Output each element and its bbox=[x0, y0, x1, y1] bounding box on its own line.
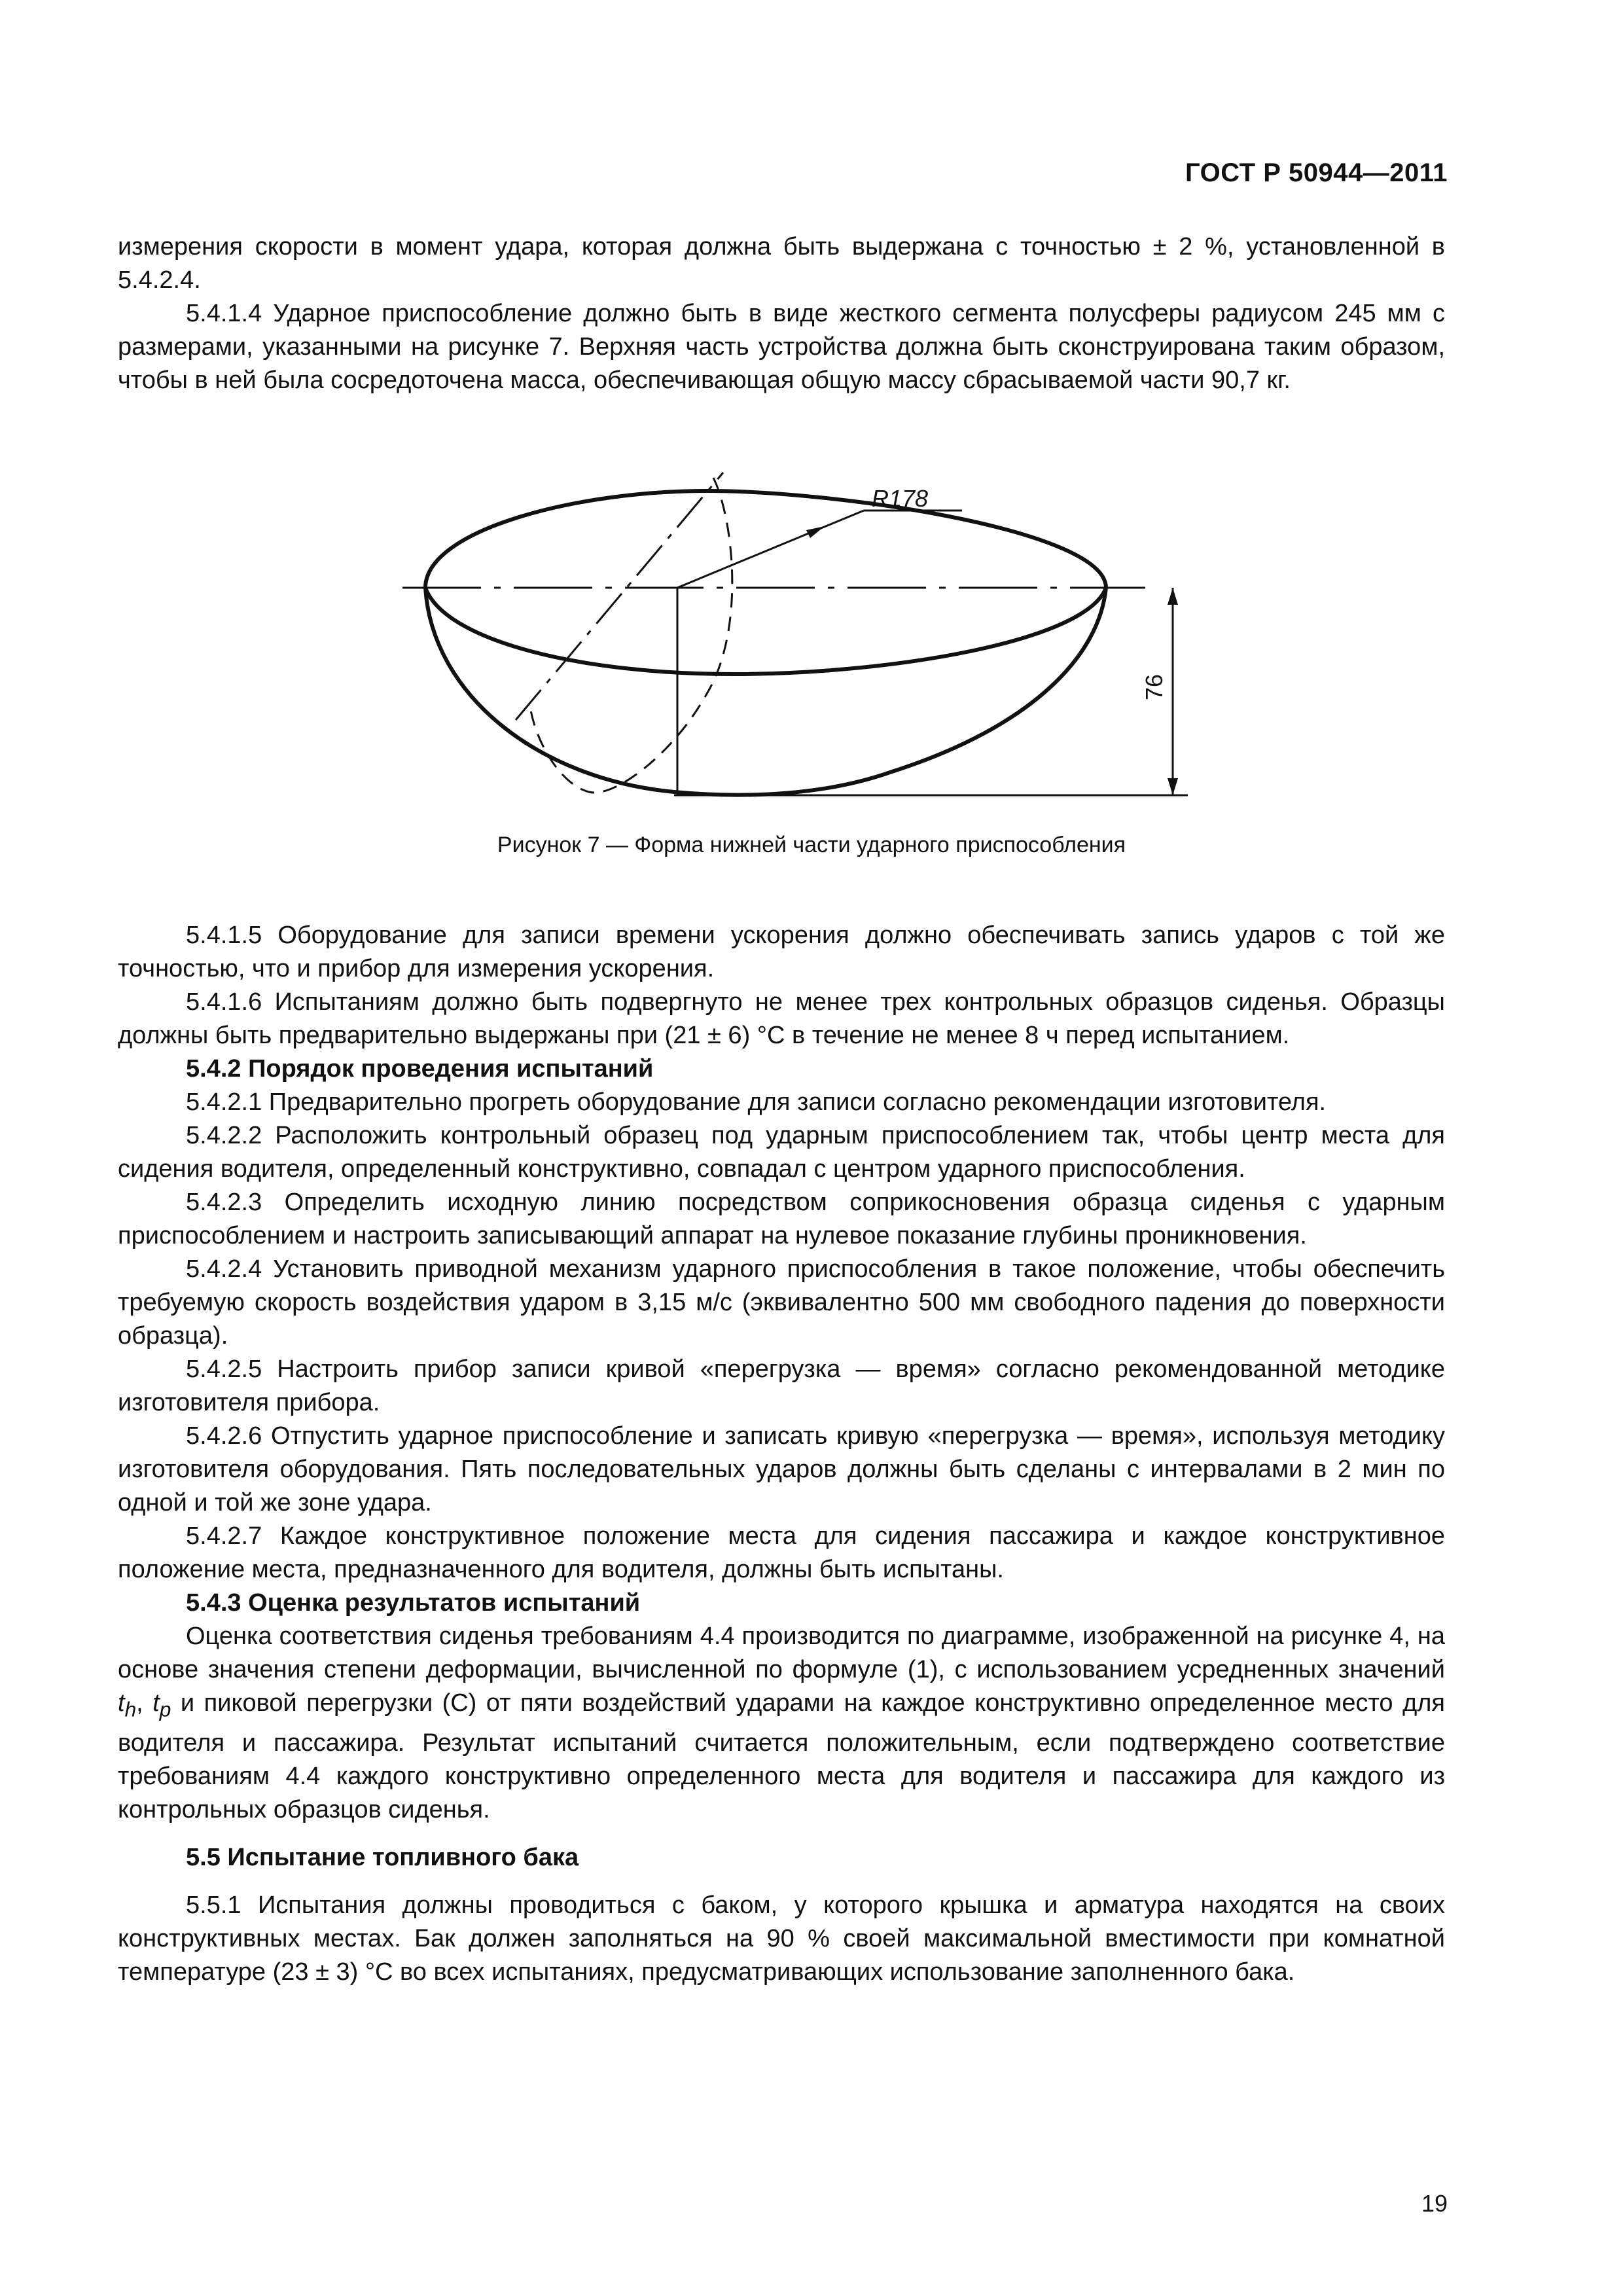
text-block-main bbox=[118, 919, 1445, 1989]
symbol-tp-subscript: p bbox=[159, 1697, 171, 1721]
paragraph-5-4-2-3: 5.4.2.3 Определить исходную линию посредством соприкосновения образца сиденья с ударным приспособлением и настроить записывающий аппарат на нулевое показание глубины проникновения. bbox=[118, 1189, 1445, 1249]
dim-arrow-bottom bbox=[1168, 778, 1178, 795]
paragraph-5-4-2-7: 5.4.2.7 Каждое конструктивное положение места для сидения пассажира и каждое конструктивное положение места, предназначенного для водителя, должны быть испытаны. bbox=[118, 1522, 1445, 1583]
meridian-curve bbox=[530, 478, 732, 793]
paragraph-5-4-2-4: 5.4.2.4 Установить приводной механизм ударного приспособления в такое положение, чтобы обеспечить требуемую скорость воздействия ударом в 3,15 м/с (эквивалентно 500 мм свободного падения до поверхности образца). bbox=[118, 1255, 1445, 1350]
height-label: 76 bbox=[1141, 673, 1168, 700]
radius-arrowhead bbox=[806, 526, 825, 538]
figure-caption: Рисунок 7 — Форма нижней части ударного приспособления bbox=[497, 833, 1126, 857]
heading-5-4-3: 5.4.3 Оценка результатов испытаний bbox=[186, 1589, 641, 1617]
radius-line bbox=[677, 532, 812, 588]
document-id: ГОСТ Р 50944—2011 bbox=[1185, 158, 1448, 187]
symbol-th-subscript: h bbox=[124, 1697, 137, 1721]
paragraph-5-5-1: 5.5.1 Испытания должны проводиться с баком, у которого крышка и арматура находятся на своих конструктивных местах. Бак должен заполняться на 90 % своей максимальной вместимости при комнатной температуре (23 ± 3) °С во всех испытаниях, предусматривающих использование заполненного бака. bbox=[118, 1891, 1445, 1986]
rim-front-arc bbox=[425, 588, 1106, 674]
paragraph-continuation: измерения скорости в момент удара, которая должна быть выдержана с точностью ± 2 %, установленной в 5.4.2.4. bbox=[118, 233, 1445, 294]
paragraph-5-4-2-5: 5.4.2.5 Настроить прибор записи кривой «перегрузка — время» согласно рекомендованной методике изготовителя прибора. bbox=[118, 1355, 1445, 1416]
radius-label: R178 bbox=[872, 485, 929, 512]
page-number: 19 bbox=[1421, 2190, 1448, 2217]
paragraph-5-4-3 bbox=[118, 1620, 1445, 1827]
text-block-top bbox=[118, 230, 1445, 397]
heading-5-4-2: 5.4.2 Порядок проведения испытаний bbox=[186, 1055, 654, 1083]
symbol-separator: , bbox=[136, 1689, 153, 1717]
symbol-tp: t bbox=[152, 1689, 160, 1717]
paragraph-5-4-3-part-b: и пиковой перегрузки (С) от пяти воздействий ударами на каждое конструктивно определенное место для водителя и пассажира. Результат испытаний считается положительным, если подтверждено соответствие требованиям 4.4 каждого конструктивно определенного места для водителя и пассажира для каждого из контрольных образцов сиденья. bbox=[118, 1689, 1445, 1823]
paragraph-5-4-2-1: 5.4.2.1 Предварительно прогреть оборудование для записи согласно рекомендации изготовителя. bbox=[186, 1088, 1327, 1116]
symbol-th: t bbox=[118, 1689, 125, 1717]
paragraph-5-4-1-4: 5.4.1.4 Ударное приспособление должно быть в виде жесткого сегмента полусферы радиусом 245 мм с размерами, указанными на рисунке 7. Верхняя часть устройства должна быть сконструирована таким образом, чтобы в ней была сосредоточена масса, обеспечивающая общую массу сбрасываемой части 90,7 кг. bbox=[118, 300, 1445, 394]
impact-device-figure bbox=[366, 445, 1217, 818]
paragraph-5-4-3-part-a: Оценка соответствия сиденья требованиям 4.4 производится по диаграмме, изображенной на рисунке 4, на основе значения степени деформации, вычисленной по формуле (1), с использованием усредненных значений bbox=[118, 1623, 1445, 1683]
paragraph-5-4-2-2: 5.4.2.2 Расположить контрольный образец под ударным приспособлением так, чтобы центр места для сидения водителя, определенный конструктивно, совпадал с центром ударного приспособления. bbox=[118, 1122, 1445, 1183]
paragraph-5-4-2-6: 5.4.2.6 Отпустить ударное приспособление и записать кривую «перегрузка — время», используя методику изготовителя оборудования. Пять последовательных ударов должны быть сделаны с интервалами в 2 мин по одной и той же зоне удара. bbox=[118, 1422, 1445, 1516]
paragraph-5-4-1-5: 5.4.1.5 Оборудование для записи времени ускорения должно обеспечивать запись ударов с той же точностью, что и прибор для измерения ускорения. bbox=[118, 922, 1445, 982]
paragraph-5-4-1-6: 5.4.1.6 Испытаниям должно быть подвергнуто не менее трех контрольных образцов сиденья. Образцы должны быть предварительно выдержаны при (21 ± 6) °С в течение не менее 8 ч перед испытанием. bbox=[118, 988, 1445, 1049]
heading-5-5: 5.5 Испытание топливного бака bbox=[186, 1843, 579, 1871]
dim-arrow-top bbox=[1168, 588, 1178, 605]
